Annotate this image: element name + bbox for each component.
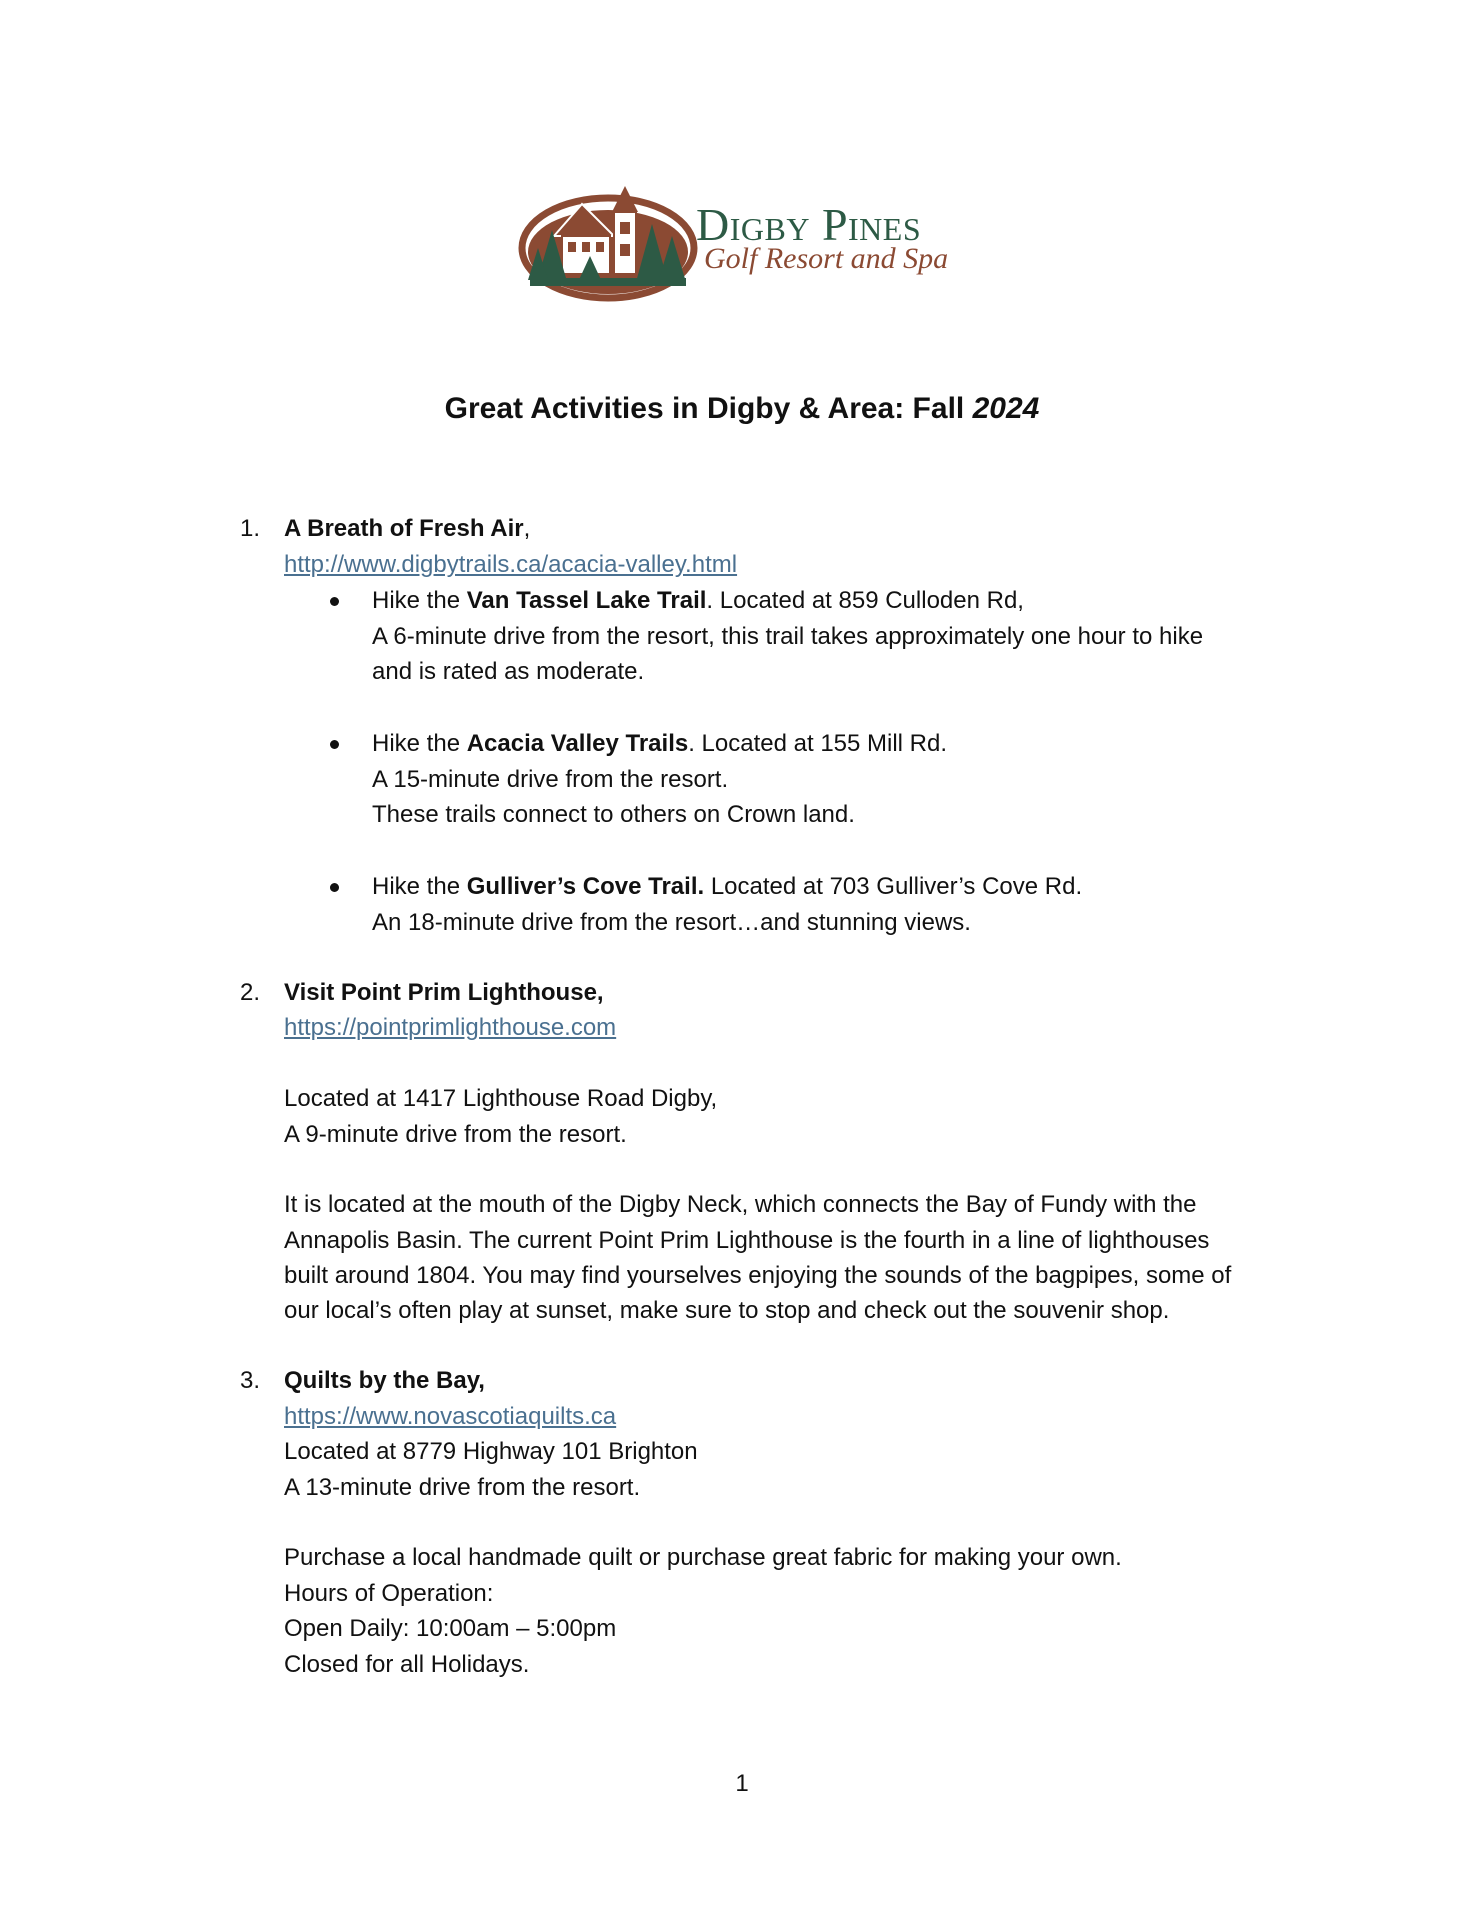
section-1-number: 1. — [240, 515, 261, 542]
section-2-heading — [284, 978, 604, 1008]
bullet-icon — [330, 740, 339, 749]
section-2-line: Located at 1417 Lighthouse Road Digby, — [284, 1085, 718, 1112]
section-1-heading-text: A Breath of Fresh Air — [284, 515, 524, 542]
section-3-heading-text: Quilts by the Bay, — [284, 1367, 485, 1394]
section-3-paragraph-line: Open Daily: 10:00am – 5:00pm — [284, 1615, 617, 1642]
bullet-icon — [330, 597, 339, 606]
section-1-link[interactable]: http://www.digbytrails.ca/acacia-valley.html — [284, 551, 738, 578]
title-year: 2024 — [972, 392, 1040, 425]
section-3-link[interactable]: https://www.novascotiaquilts.ca — [284, 1403, 617, 1430]
bullet-2-line: A 15-minute drive from the resort. — [372, 766, 729, 793]
bullet-2-suffix: . Located at 155 Mill Rd. — [688, 730, 948, 757]
bullet-1-line: and is rated as moderate. — [372, 658, 645, 685]
bullet-2-title — [372, 729, 947, 759]
bullet-1-title — [372, 586, 1024, 616]
bullet-icon — [330, 883, 339, 892]
digby-pines-logo — [518, 178, 978, 308]
section-3-line: Located at 8779 Highway 101 Brighton — [284, 1438, 698, 1465]
section-3-heading — [284, 1366, 485, 1396]
resort-emblem-icon — [518, 178, 698, 308]
section-2-link[interactable]: https://pointprimlighthouse.com — [284, 1014, 617, 1041]
bullet-1-suffix: . Located at 859 Culloden Rd, — [706, 587, 1024, 614]
section-3-paragraph-line: Closed for all Holidays. — [284, 1651, 530, 1678]
logo-title: Digby Pines — [696, 199, 922, 250]
section-2-number: 2. — [240, 979, 261, 1006]
bullet-3-line: An 18-minute drive from the resort…and stunning views. — [372, 909, 971, 936]
bullet-1-name: Van Tassel Lake Trail — [466, 587, 707, 614]
bullet-2-line: These trails connect to others on Crown land. — [372, 801, 855, 828]
bullet-3-title — [372, 872, 1082, 902]
section-1-heading — [284, 514, 530, 544]
logo-subtitle: Golf Resort and Spa — [704, 242, 949, 275]
section-2-paragraph-line: built around 1804. You may find yourselves enjoying the sounds of the bagpipes, some of — [284, 1262, 1232, 1289]
section-2-paragraph-line: our local’s often play at sunset, make sure to stop and check out the souvenir shop. — [284, 1297, 1170, 1324]
section-2-paragraph-line: Annapolis Basin. The current Point Prim Lighthouse is the fourth in a line of lighthouses — [284, 1227, 1210, 1254]
section-1-heading-suffix: , — [523, 515, 531, 542]
bullet-1-line: A 6-minute drive from the resort, this trail takes approximately one hour to hike — [372, 623, 1204, 650]
section-2-heading-text: Visit Point Prim Lighthouse, — [284, 979, 604, 1006]
section-2-line: A 9-minute drive from the resort. — [284, 1121, 627, 1148]
bullet-1-prefix: Hike the — [372, 587, 467, 614]
bullet-3-prefix: Hike the — [372, 873, 467, 900]
section-3-line: A 13-minute drive from the resort. — [284, 1474, 641, 1501]
section-2-paragraph-line: It is located at the mouth of the Digby Neck, which connects the Bay of Fundy with the — [284, 1191, 1197, 1218]
page-number: 1 — [735, 1770, 749, 1797]
bullet-3-name: Gulliver’s Cove Trail. — [466, 873, 705, 900]
title-text: Great Activities in Digby & Area: Fall — [444, 392, 973, 425]
bullet-2-prefix: Hike the — [372, 730, 467, 757]
bullet-3-suffix: Located at 703 Gulliver’s Cove Rd. — [704, 873, 1083, 900]
page-title — [0, 392, 1484, 426]
section-3-paragraph-line: Hours of Operation: — [284, 1580, 494, 1607]
section-3-paragraph-line: Purchase a local handmade quilt or purchase great fabric for making your own. — [284, 1544, 1122, 1571]
bullet-2-name: Acacia Valley Trails — [466, 730, 689, 757]
section-3-number: 3. — [240, 1367, 261, 1394]
